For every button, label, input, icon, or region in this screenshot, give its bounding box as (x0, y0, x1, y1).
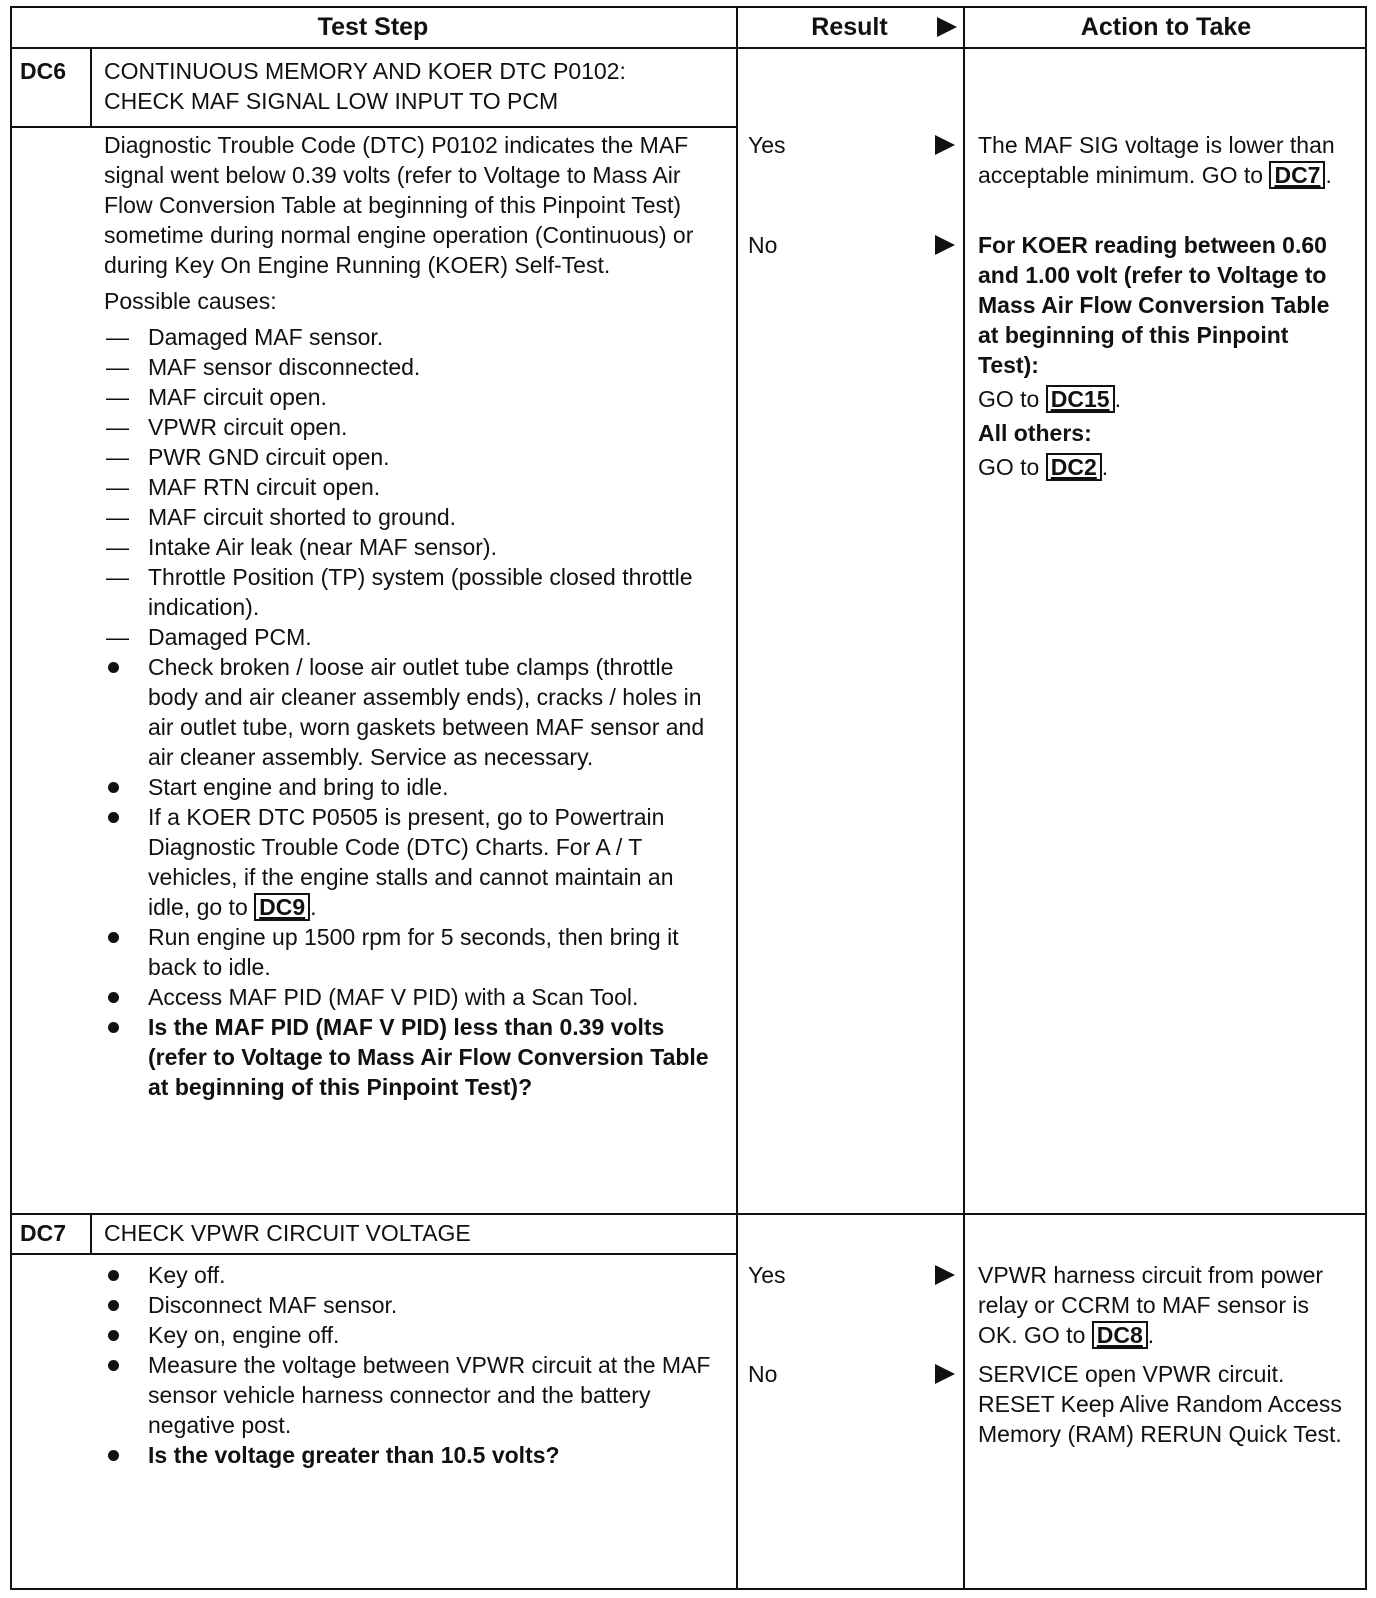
cause-item (104, 442, 714, 472)
dc6-no-label: No (748, 232, 778, 258)
step-item (104, 772, 714, 802)
header-action: Action to Take (1080, 12, 1252, 41)
dc6-step-id: DC6 (20, 58, 67, 84)
header-result-cell (736, 6, 963, 48)
step-item (104, 1350, 714, 1440)
bullet-icon (108, 1022, 119, 1033)
dc6-no-arrow-icon (935, 235, 955, 255)
dc6-intro: Diagnostic Trouble Code (DTC) P0102 indicates the MAF signal went below 0.39 volts (refer to Voltage to Mass Air Flow Conversion Table at beginning of this Pinpoint Test) sometime during normal engine operation (Continuous) or during Key On Engine Running (KOER) Self-Test. (104, 132, 694, 278)
cause-item (104, 382, 714, 412)
cause-text: MAF circuit open. (148, 384, 327, 410)
step-question: Is the voltage greater than 10.5 volts? (148, 1442, 560, 1468)
step-text: Check broken / loose air outlet tube clamps (throttle body and air cleaner assembly ends), cracks / holes in air outlet tube, worn gaskets between MAF sensor and air cleaner assembly. Service as necessary. (148, 654, 705, 770)
step-item (104, 1320, 714, 1350)
step-text: If a KOER DTC P0505 is present, go to Powertrain Diagnostic Trouble Code (DTC) Charts. For A / T vehicles, if the engine stalls and cannot maintain an idle, go to (148, 804, 674, 920)
dc6-no-action-condition: For KOER reading between 0.60 and 1.00 volt (refer to Voltage to Mass Air Flow Conversion Table at beginning of this Pinpoint Test): (978, 232, 1330, 378)
dc6-body (104, 130, 714, 1102)
step-item (104, 922, 714, 982)
dash-mark: — (106, 564, 129, 590)
column-rule-action (963, 6, 965, 1590)
header-test-step: Test Step (317, 12, 429, 41)
bullet-icon (108, 1270, 119, 1281)
dc6-title-rule (10, 126, 737, 128)
dc6-steps-list (104, 652, 714, 1102)
step-item (104, 1012, 714, 1102)
cause-text: PWR GND circuit open. (148, 444, 390, 470)
step-item (104, 1440, 714, 1470)
dc6-no-action (978, 230, 1348, 482)
dc6-title-line2: CHECK MAF SIGNAL LOW INPUT TO PCM (104, 88, 559, 114)
bullet-icon (108, 1300, 119, 1311)
cause-item (104, 532, 714, 562)
step-reference-dc7[interactable]: DC7 (1269, 161, 1325, 189)
step-text: Start engine and bring to idle. (148, 774, 449, 800)
dc7-no-action: SERVICE open VPWR circuit. RESET Keep Alive Random Access Memory (RAM) RERUN Quick Test. (978, 1361, 1342, 1447)
step-item (104, 982, 714, 1012)
header-arrow-icon (937, 17, 957, 37)
goto-text: GO to (978, 454, 1040, 480)
step-reference-dc2[interactable]: DC2 (1046, 453, 1102, 481)
cause-item (104, 472, 714, 502)
cause-text: MAF circuit shorted to ground. (148, 504, 457, 530)
bullet-icon (108, 1360, 119, 1371)
dc7-no-label: No (748, 1361, 778, 1387)
bullet-icon (108, 782, 119, 793)
step-item (104, 652, 714, 772)
step-text: Run engine up 1500 rpm for 5 seconds, then bring it back to idle. (148, 924, 679, 980)
dc7-title: CHECK VPWR CIRCUIT VOLTAGE (104, 1220, 471, 1246)
cause-text: MAF RTN circuit open. (148, 474, 381, 500)
bullet-icon (108, 932, 119, 943)
cause-item (104, 502, 714, 532)
dc6-id-rule (90, 48, 92, 126)
step-text: Access MAF PID (MAF V PID) with a Scan Tool. (148, 984, 639, 1010)
step-text: Measure the voltage between VPWR circuit at the MAF sensor vehicle harness connector and the battery negative post. (148, 1352, 711, 1438)
dash-mark: — (106, 444, 129, 470)
dc6-possible-causes-label: Possible causes: (104, 288, 277, 314)
cause-text: Throttle Position (TP) system (possible closed throttle indication). (148, 564, 693, 620)
step-reference-dc8[interactable]: DC8 (1092, 1321, 1148, 1349)
cause-item (104, 412, 714, 442)
step-item (104, 1260, 714, 1290)
step-reference-dc15[interactable]: DC15 (1046, 385, 1115, 413)
cause-text: Damaged MAF sensor. (148, 324, 384, 350)
bullet-icon (108, 992, 119, 1003)
cause-item (104, 622, 714, 652)
dc6-yes-label: Yes (748, 132, 786, 158)
cause-text: Intake Air leak (near MAF sensor). (148, 534, 497, 560)
dc6-end-rule (10, 1213, 1367, 1215)
bullet-icon (108, 662, 119, 673)
dc7-yes-label: Yes (748, 1262, 786, 1288)
step-text: Key on, engine off. (148, 1322, 340, 1348)
dc7-steps-list (104, 1260, 714, 1470)
cause-item (104, 322, 714, 352)
goto-text: GO to (978, 386, 1040, 412)
dash-mark: — (106, 324, 129, 350)
dc6-causes-list (104, 322, 714, 652)
dc6-yes-action-text: The MAF SIG voltage is lower than acceptable minimum. GO to (978, 132, 1335, 188)
dash-mark: — (106, 624, 129, 650)
step-text: Key off. (148, 1262, 226, 1288)
cause-text: MAF sensor disconnected. (148, 354, 421, 380)
header-result: Result (811, 12, 888, 41)
dc6-title (104, 56, 626, 116)
step-reference-dc9[interactable]: DC9 (254, 893, 310, 921)
dash-mark: — (106, 534, 129, 560)
dash-mark: — (106, 414, 129, 440)
dash-mark: — (106, 384, 129, 410)
step-item (104, 1290, 714, 1320)
dc6-others-goto: GO to DC2 . (978, 454, 1109, 480)
step-question: Is the MAF PID (MAF V PID) less than 0.39 volts (refer to Voltage to Mass Air Flow Conversion Table at beginning of this Pinpoint Test)? (148, 1014, 709, 1100)
cause-item (104, 562, 714, 622)
dc7-yes-arrow-icon (935, 1265, 955, 1285)
cause-text: VPWR circuit open. (148, 414, 348, 440)
dc6-no-action-goto: GO to DC15 . (978, 386, 1121, 412)
dc7-yes-action-text: VPWR harness circuit from power relay or CCRM to MAF sensor is OK. GO to (978, 1262, 1324, 1348)
dc6-yes-action: The MAF SIG voltage is lower than acceptable minimum. GO to DC7 . (978, 132, 1335, 188)
dc7-step-id: DC7 (20, 1220, 67, 1246)
bullet-icon (108, 1330, 119, 1341)
dc6-title-line1: CONTINUOUS MEMORY AND KOER DTC P0102: (104, 58, 626, 84)
column-rule-result (736, 6, 738, 1590)
dc7-id-rule (90, 1214, 92, 1254)
dash-mark: — (106, 354, 129, 380)
dc7-yes-action: VPWR harness circuit from power relay or CCRM to MAF sensor is OK. GO to DC8 . (978, 1262, 1324, 1348)
cause-item (104, 352, 714, 382)
step-text: Disconnect MAF sensor. (148, 1292, 398, 1318)
bullet-icon (108, 812, 119, 823)
dash-mark: — (106, 504, 129, 530)
cause-text: Damaged PCM. (148, 624, 312, 650)
bullet-icon (108, 1450, 119, 1461)
dc6-yes-arrow-icon (935, 135, 955, 155)
dash-mark: — (106, 474, 129, 500)
dc6-all-others-label: All others: (978, 420, 1092, 446)
pinpoint-test-page (10, 6, 1367, 1590)
step-item: If a KOER DTC P0505 is present, go to Powertrain Diagnostic Trouble Code (DTC) Charts. For A / T vehicles, if the engine stalls and cannot maintain an idle, go to DC9 . (104, 802, 714, 922)
dc7-body (104, 1260, 714, 1470)
dc7-no-arrow-icon (935, 1364, 955, 1384)
dc7-title-rule (10, 1253, 737, 1255)
